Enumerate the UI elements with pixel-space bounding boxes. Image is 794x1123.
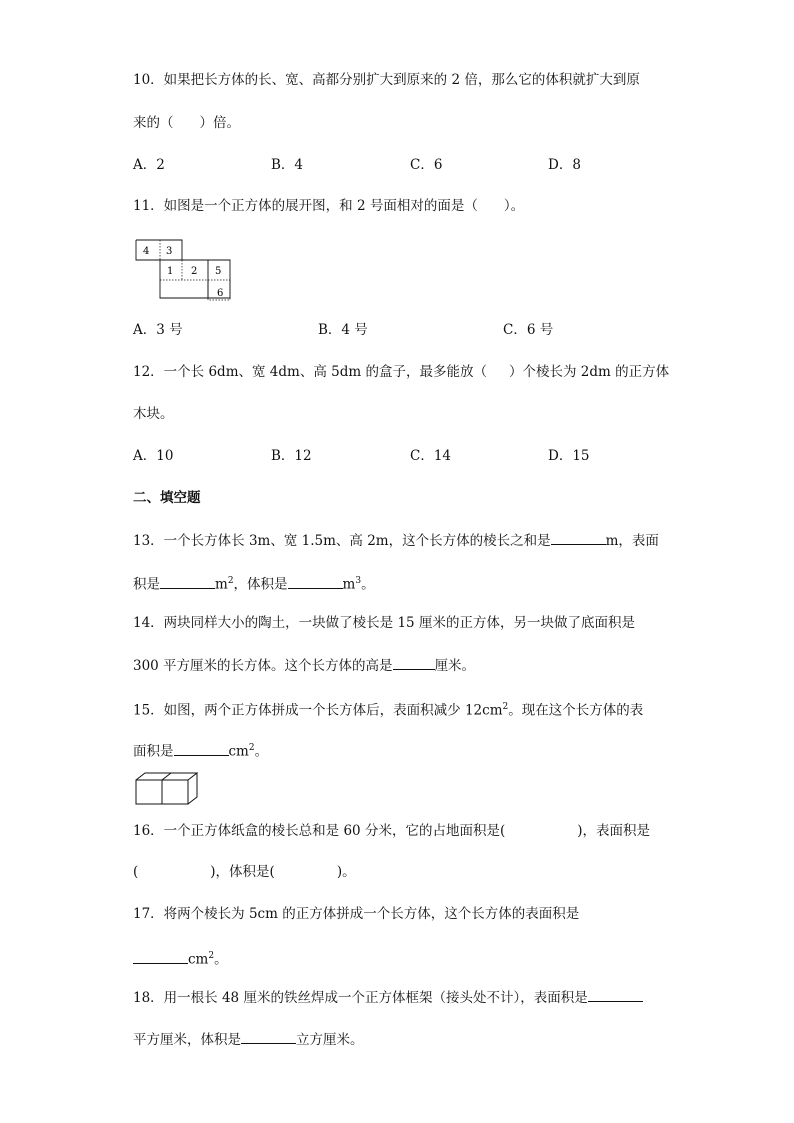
q10-line1: 10．如果把长方体的长、宽、高都分别扩大到原来的 2 倍，那么它的体积就扩大到原 [133, 72, 640, 88]
q10-option-c: C．6 [410, 157, 443, 173]
q10-line2-start: 来的（ [133, 115, 174, 131]
q13-volume-label: ，体积是 [233, 576, 288, 593]
q16-line2-open: ( [133, 864, 139, 880]
q15-end: 。 [254, 743, 269, 760]
q14-line2-end: 厘米。 [434, 658, 476, 674]
q15-unit-sup: 2 [248, 743, 255, 753]
q12-line1-start: 12．一个长 6dm、宽 4dm、高 5dm 的盒子，最多能放（ [133, 364, 487, 380]
q18-line1-start: 18．用一根长 48 厘米的铁丝焊成一个正方体框架（接头处不计），表面积是 [133, 990, 588, 1006]
q13-line1-end: m，表面 [605, 533, 659, 549]
cube-net-figure [134, 238, 234, 302]
q12-line2: 木块。 [133, 406, 174, 422]
net-label-1: 1 [167, 266, 174, 277]
q10-option-a: A．2 [133, 157, 165, 173]
q15-line1-start: 15．如图，两个正方体拼成一个长方体后，表面积减少 12cm [133, 702, 503, 719]
q15-line2-start: 面积是 [133, 743, 174, 760]
q18-line2-end: 立方厘米。 [296, 1032, 364, 1048]
q16-line2-end: )。 [336, 864, 356, 880]
q11-option-c: C．6 号 [503, 322, 554, 338]
net-label-4: 4 [143, 246, 150, 257]
q16-line1-start: 16．一个正方体纸盒的棱长总和是 60 分米，它的占地面积是( [133, 823, 506, 839]
q11-text [133, 196, 524, 216]
q11-option-b: B．4 号 [318, 322, 368, 338]
q15-line1-sup: 2 [502, 702, 509, 712]
q12-line1-end: ）个棱长为 2dm 的正方体 [508, 364, 670, 380]
q16-line1 [133, 821, 650, 841]
q17-line1: 17．将两个棱长为 5cm 的正方体拼成一个长方体，这个长方体的表面积是 [133, 906, 580, 922]
q16-line2 [133, 862, 356, 882]
q13-end: 。 [361, 576, 375, 593]
q13-line1 [133, 530, 659, 551]
q12-option-d: D．15 [548, 448, 590, 464]
q18-blank-volume [241, 1029, 296, 1044]
q17-unit-sup: 2 [208, 951, 215, 961]
q14-line1: 14．两块同样大小的陶土，一块做了棱长是 15 厘米的正方体，另一块做了底面积是 [133, 615, 635, 631]
q10-line2 [133, 113, 240, 133]
q13-line2 [133, 571, 375, 595]
q10-option-b: B．4 [271, 157, 304, 173]
q14-line2 [133, 655, 475, 676]
q16-line2-mid: )，体积是( [210, 864, 275, 880]
q13-unit-sup-3: 3 [355, 576, 362, 586]
q11-option-a: A．3 号 [133, 322, 183, 338]
q12-option-c: C．14 [410, 448, 452, 464]
q18-line1 [133, 987, 643, 1008]
q17-unit: cm [188, 951, 209, 968]
q14-line2-start: 300 平方厘米的长方体。这个长方体的高是 [133, 658, 393, 674]
q13-blank-edge-sum [551, 530, 606, 545]
q15-line2 [133, 738, 268, 762]
net-label-2: 2 [191, 266, 198, 277]
two-cubes-figure [134, 771, 200, 807]
q12-line1 [133, 362, 669, 382]
q12-option-b: B．12 [271, 448, 312, 464]
q12-option-a: A．10 [133, 448, 174, 464]
q15-unit: cm [228, 743, 249, 760]
section-title: 二、填空题 [133, 490, 201, 506]
q13-blank-volume [288, 574, 343, 589]
q18-line2-start: 平方厘米，体积是 [133, 1032, 241, 1048]
q13-line1-start: 13．一个长方体长 3m、宽 1.5m、高 2m，这个长方体的棱长之和是 [133, 533, 551, 549]
q13-blank-surface [160, 574, 215, 589]
q13-unit-sup-2: 2 [227, 576, 234, 586]
q11-text-start: 11．如图是一个正方体的展开图，和 2 号面相对的面是（ [133, 198, 478, 214]
q17-end: 。 [214, 951, 228, 968]
q18-blank-surface [588, 987, 643, 1002]
q13-unit-m3: m [342, 576, 356, 593]
q13-unit-m: m [215, 576, 228, 593]
net-label-5: 5 [215, 266, 222, 277]
net-label-6: 6 [217, 288, 224, 299]
q10-option-d: D．8 [548, 157, 581, 173]
q15-line1-end: 。现在这个长方体的表 [508, 702, 644, 719]
net-label-3: 3 [166, 246, 173, 257]
q16-line1-end: )，表面积是 [577, 823, 650, 839]
q11-text-end: ）。 [503, 198, 525, 214]
q18-line2 [133, 1029, 364, 1050]
q15-line1 [133, 697, 643, 721]
q10-line2-end: ）倍。 [199, 115, 240, 131]
q14-blank-height [393, 655, 435, 670]
q13-line2-start: 积是 [133, 576, 160, 593]
q15-blank-surface [174, 741, 229, 756]
q17-blank-surface [133, 949, 188, 964]
q17-line2 [133, 946, 228, 970]
